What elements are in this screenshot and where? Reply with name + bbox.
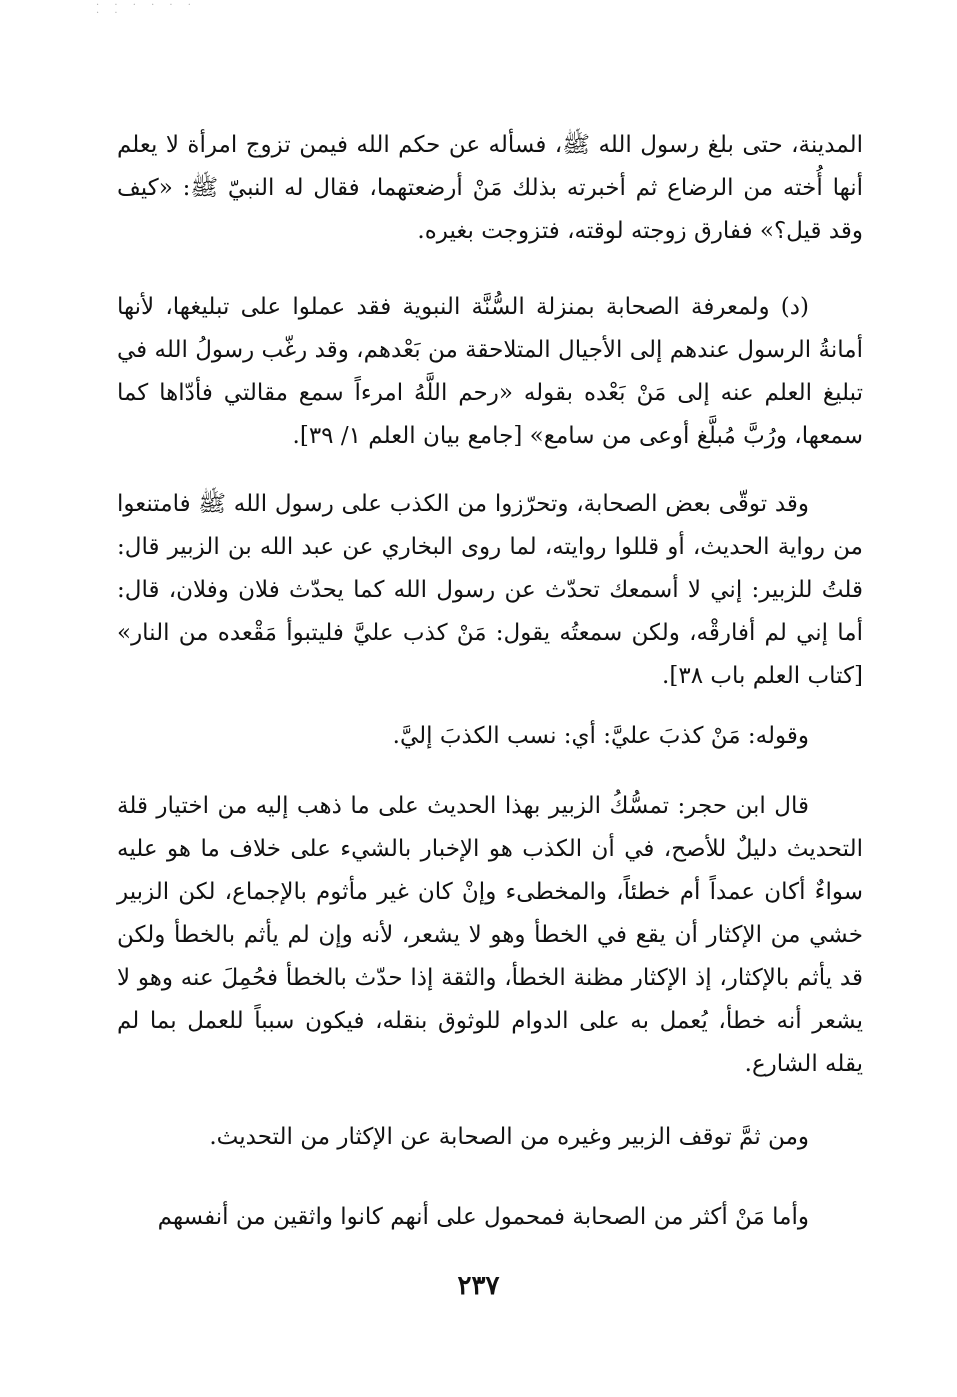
page-number: ٢٣٧ [457,1271,500,1301]
paragraph-2: (د) ولمعرفة الصحابة بمنزلة السُّنَّة النبوية فقد عملوا على تبليغها، لأنها أمانةُ الرسول عندهم إلى الأجيال المتلاحقة من بَعْدهم، وقد رغّب رسولُ الله في تبليغ العلم عنه إلى مَنْ بَعْده بقوله «رحم اللَّهُ امرءاً سمع مقالتي فأدّاها كما سمعها، ورُبَّ مُبلَّغ أوعى من سامع» [جامع بيان العلم ١/ ٣٩]. [117,294,863,449]
paragraph-6: ومن ثمَّ توقف الزبير وغيره من الصحابة عن الإكثار من التحديث. [209,1124,809,1150]
paragraph-7: وأما مَنْ أكثر من الصحابة فمحمول على أنهم كانوا واثقين من أنفسهم [157,1204,809,1230]
paragraph-4: وقوله: مَنْ كذبَ عليَّ: أي: نسب الكذبَ إليَّ. [392,723,809,749]
top-edge-dots: · · · · · · · · [96,0,197,19]
paragraph-3: وقد توقّى بعض الصحابة، وتحرّزوا من الكذب على رسول الله ﷺ فامتنعوا من رواية الحديث، أو قللوا روايته، لما روى البخاري عن عبد الله بن الزبير قال: قلتُ للزبير: إني لا أسمعك تحدّث عن رسول الله كما يحدّث فلان وفلان، قال: أما إني لم أفارقْه، ولكن سمعتُه يقول: مَنْ كذب عليَّ فليتبوأ مَقْعده من النار» [كتاب العلم باب ٣٨]. [117,491,863,689]
paragraph-1: المدينة، حتى بلغ رسول الله ﷺ، فسأله عن حكم الله فيمن تزوج امرأة لا يعلم أنها أُخته من الرضاع ثم أخبرته بذلك مَنْ أرضعتهما، فقال له النبيّ ﷺ: «كيف وقد قيل؟» ففارق زوجته لوقته، فتزوجت بغيره. [117,132,863,244]
paragraph-5: قال ابن حجر: تمسُّكُ الزبير بهذا الحديث على ما ذهب إليه من اختيار قلة التحديث دليلٌ للأصح، في أن الكذب هو الإخبار بالشيء على خلاف ما هو عليه سواءٌ أكان عمداً أم خطئاً، والمخطىء وإنْ كان غير مأثوم بالإجماع، لكن الزبير خشي من الإكثار أن يقع في الخطأ وهو لا يشعر، لأنه وإن لم يأثم بالخطأ ولكن قد يأثم بالإكثار، إذ الإكثار مظنة الخطأ، والثقة إذا حدّث بالخطأ فحُمِلَ عنه وهو لا يشعر أنه خطأ، يُعمل به على الدوام للوثوق بنقله، فيكون سبباً للعمل بما لم يقله الشارع. [117,793,863,1077]
